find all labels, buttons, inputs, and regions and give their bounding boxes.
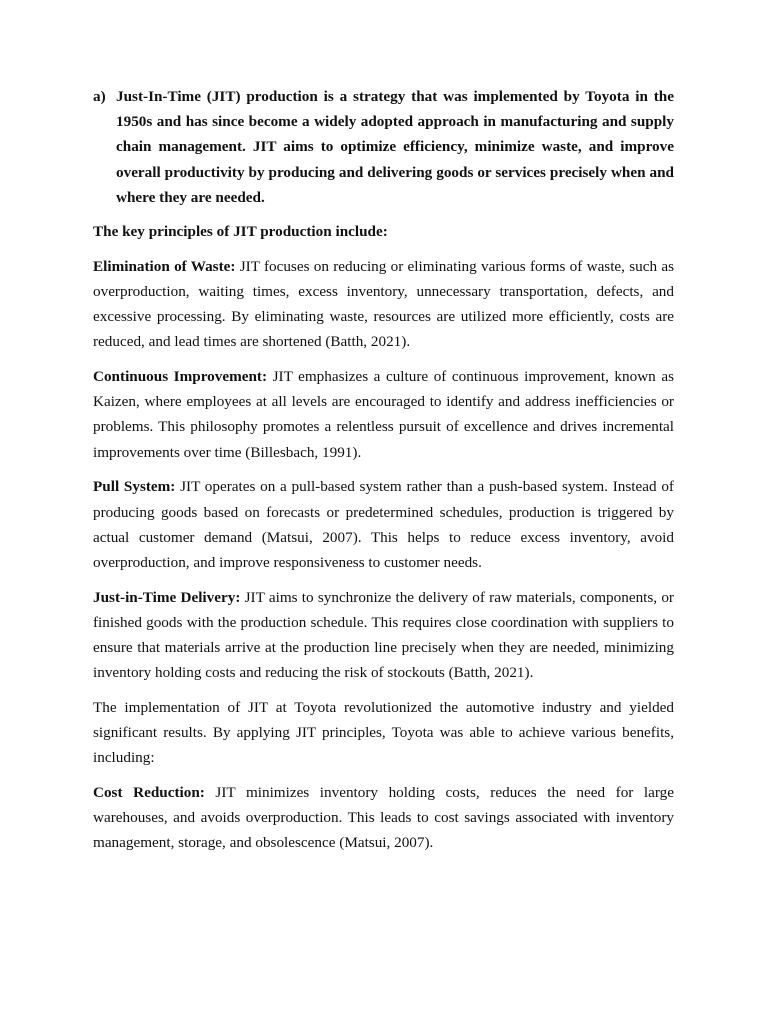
paragraph-jit-delivery	[93, 585, 674, 686]
paragraph-text: JIT focuses on reducing or eliminating various forms of waste, such as overproduction, waiting times, excess inventory, unnecessary transportation, defects, and excessive processing. By eliminating waste, resources are utilized more efficiently, costs are reduced, and lead times are shortened (Batth, 2021).	[93, 257, 675, 351]
paragraph-continuous-improvement	[93, 364, 674, 465]
paragraph-label: Just-in-Time Delivery:	[93, 588, 241, 606]
list-item-text: Just-In-Time (JIT) production is a strategy that was implemented by Toyota in the 1950s and has since become a widely adopted approach in manufacturing and supply chain management. JIT aims to optimize efficiency, minimize waste, and improve overall productivity by producing and delivering goods or services precisely when and where they are needed.	[116, 88, 674, 206]
list-marker: a)	[93, 88, 106, 105]
paragraph-label: Cost Reduction:	[93, 784, 205, 802]
paragraph-cost-reduction	[93, 780, 674, 856]
principles-intro: The key principles of JIT production include:	[93, 223, 388, 241]
paragraph-text: JIT aims to synchronize the delivery of raw materials, components, or finished goods with the production schedule. This requires close coordination with suppliers to ensure that materials arrive at the production line precisely when they are needed, minimizing inventory holding costs and reducing the risk of stockouts (Batth, 2021).	[93, 588, 674, 682]
paragraph-label: Pull System:	[93, 478, 176, 496]
paragraph-toyota-implementation: The implementation of JIT at Toyota revolutionized the automotive industry and yielded significant results. By applying JIT principles, Toyota was able to achieve various benefits, including:	[93, 698, 674, 767]
paragraph-elimination-of-waste	[93, 254, 674, 355]
paragraph-text: JIT operates on a pull-based system rather than a push-based system. Instead of producing goods based on forecasts or predetermined schedules, production is triggered by actual customer demand (Matsui, 2007). This helps to reduce excess inventory, avoid overproduction, and improve responsiveness to customer needs.	[93, 478, 674, 571]
list-item-a	[93, 84, 674, 210]
paragraph-text: JIT emphasizes a culture of continuous improvement, known as Kaizen, where employees at all levels are encouraged to identify and address inefficiencies or problems. This philosophy promotes a relentless pursuit of excellence and drives incremental improvements over time (Billesbach, 1991).	[93, 368, 674, 461]
paragraph-label: Elimination of Waste:	[93, 257, 236, 275]
paragraph-label: Continuous Improvement:	[93, 368, 268, 386]
paragraph-text: JIT minimizes inventory holding costs, reduces the need for large warehouses, and avoids overproduction. This leads to cost savings associated with inventory management, storage, and obsolescence (Matsui, 2007).	[93, 784, 674, 852]
paragraph-pull-system	[93, 474, 674, 575]
